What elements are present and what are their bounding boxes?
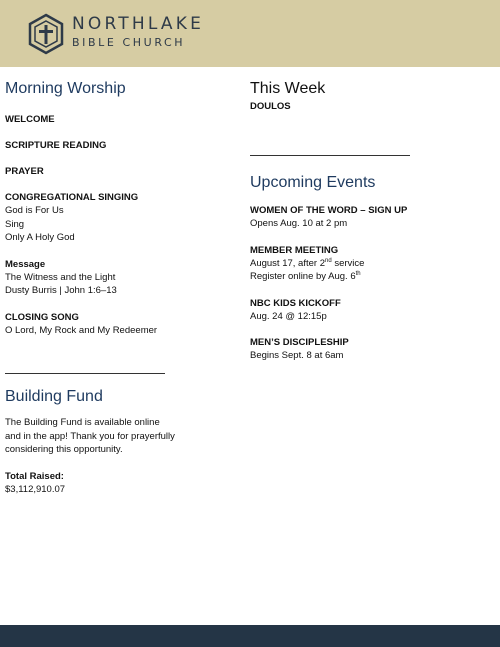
closing-song: O Lord, My Rock and My Redeemer [5, 324, 158, 336]
message-title: The Witness and the Light [5, 271, 116, 283]
mens-discipleship-detail: Begins Sept. 8 at 6am [250, 350, 344, 361]
member-meeting-line2: Register online by Aug. 6th [250, 270, 361, 282]
building-fund-text-3: considering this opportunity. [5, 444, 123, 455]
member-meeting-line1: August 17, after 2nd service [250, 257, 365, 269]
church-logo-icon [27, 13, 65, 55]
women-event-label: WOMEN OF THE WORD – SIGN UP [250, 205, 408, 216]
footer-bar [0, 625, 500, 647]
church-name-line2: BIBLE CHURCH [72, 36, 186, 49]
total-raised-label: Total Raised: [5, 470, 64, 482]
left-column [5, 78, 235, 496]
prayer-label: PRAYER [5, 166, 44, 177]
this-week-subtitle: DOULOS [250, 101, 291, 112]
building-fund-text-1: The Building Fund is available online [5, 417, 160, 428]
building-fund-text-2: and in the app! Thank you for prayerfully [5, 430, 175, 442]
building-fund-title: Building Fund [5, 388, 103, 405]
right-column [250, 78, 490, 363]
total-raised-value: $3,112,910.07 [5, 483, 66, 495]
singing-label: CONGREGATIONAL SINGING [5, 192, 139, 203]
header-banner [0, 0, 500, 67]
scripture-label: SCRIPTURE READING [5, 140, 107, 151]
welcome-label: WELCOME [5, 114, 55, 125]
song-3: Only A Holy God [5, 232, 75, 243]
kids-kickoff-detail: Aug. 24 @ 12:15p [250, 310, 327, 322]
message-speaker: Dusty Burris | John 1:6–13 [5, 285, 117, 296]
events-title: Upcoming Events [250, 174, 376, 191]
song-1: God is For Us [5, 205, 64, 216]
song-2: Sing [5, 218, 25, 230]
women-event-detail: Opens Aug. 10 at 2 pm [250, 218, 348, 229]
this-week-title: This Week [250, 80, 326, 97]
mens-discipleship-label: MEN’S DISCIPLESHIP [250, 337, 349, 348]
message-label: Message [5, 258, 46, 270]
worship-title: Morning Worship [5, 80, 126, 97]
church-name-line1: NORTHLAKE [72, 14, 205, 34]
church-name [72, 14, 204, 50]
closing-song-label: CLOSING SONG [5, 311, 79, 323]
kids-kickoff-label: NBC KIDS KICKOFF [250, 297, 341, 309]
member-meeting-label: MEMBER MEETING [250, 244, 339, 256]
